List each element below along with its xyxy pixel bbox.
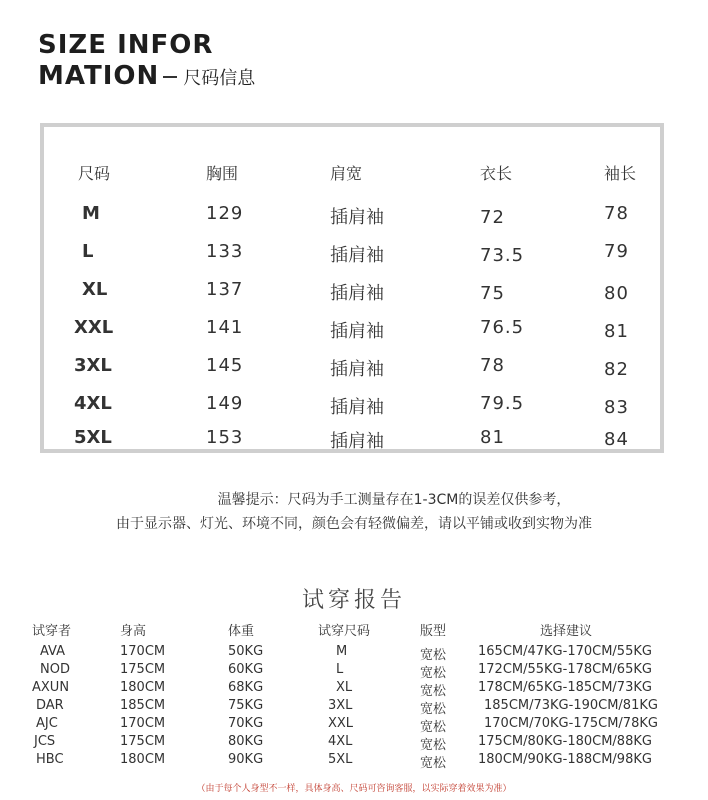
trial-cell-height: 180CM: [120, 752, 166, 767]
trial-cell-height: 180CM: [120, 680, 166, 695]
trial-cell-weight: 68KG: [228, 680, 264, 695]
size-cell-sleeve: 81: [604, 321, 629, 342]
size-table: [40, 123, 664, 453]
trial-cell-suggestion: 185CM/73KG-190CM/81KG: [484, 698, 658, 713]
trial-table-row: [0, 716, 708, 734]
trial-header-suggestion: 选择建议: [540, 624, 593, 639]
size-cell-shoulder: 插肩袖: [330, 321, 384, 342]
size-cell-size: L: [82, 241, 94, 262]
trial-cell-fit: 宽松: [420, 666, 447, 681]
trial-cell-suggestion: 180CM/90KG-188CM/98KG: [478, 752, 652, 767]
trial-cell-weight: 60KG: [228, 662, 264, 677]
trial-cell-suggestion: 165CM/47KG-170CM/55KG: [478, 644, 652, 659]
size-cell-chest: 149: [206, 393, 244, 414]
page-header: [38, 30, 255, 94]
size-cell-chest: 153: [206, 427, 244, 448]
size-cell-size: XL: [82, 279, 108, 300]
size-cell-length: 75: [480, 283, 505, 304]
size-cell-length: 76.5: [480, 317, 525, 338]
size-header-shoulder: 肩宽: [330, 164, 363, 183]
size-cell-sleeve: 79: [604, 241, 629, 262]
title-dash: [163, 76, 177, 78]
trial-cell-size: 4XL: [328, 734, 353, 749]
size-cell-size: 3XL: [74, 355, 112, 376]
size-cell-length: 72: [480, 207, 505, 228]
size-cell-chest: 133: [206, 241, 244, 262]
trial-table-header: [0, 620, 708, 638]
trial-header-tester: 试穿者: [32, 624, 72, 639]
trial-cell-suggestion: 175CM/80KG-180CM/88KG: [478, 734, 652, 749]
size-cell-shoulder: 插肩袖: [330, 245, 384, 266]
trial-cell-suggestion: 178CM/65KG-185CM/73KG: [478, 680, 652, 695]
notice-line-2: 由于显示器、灯光、环境不同，颜色会有轻微偏差，请以平铺或收到实物为准: [116, 516, 592, 532]
trial-cell-fit: 宽松: [420, 738, 447, 753]
trial-footnote: （由于每个人身型不一样，具体身高、尺码可咨询客服，以实际穿着效果为准）: [196, 784, 512, 794]
size-cell-chest: 137: [206, 279, 244, 300]
size-cell-size: 5XL: [74, 427, 112, 448]
size-cell-size: 4XL: [74, 393, 112, 414]
size-table-row: [44, 241, 660, 271]
size-table-row: [44, 355, 660, 385]
size-cell-length: 81: [480, 427, 505, 448]
trial-cell-tester: JCS: [34, 734, 56, 749]
trial-table-row: [0, 698, 708, 716]
trial-cell-size: 5XL: [328, 752, 353, 767]
size-cell-shoulder: 插肩袖: [330, 359, 384, 380]
size-cell-sleeve: 83: [604, 397, 629, 418]
trial-cell-weight: 75KG: [228, 698, 264, 713]
size-table-row: [44, 427, 660, 457]
trial-cell-height: 175CM: [120, 662, 166, 677]
notice-line-1: 温馨提示：尺码为手工测量存在1-3CM的误差仅供参考，: [217, 492, 571, 508]
size-header-sleeve: 袖长: [604, 164, 637, 183]
trial-cell-tester: AJC: [36, 716, 58, 731]
size-cell-chest: 141: [206, 317, 244, 338]
trial-cell-height: 170CM: [120, 644, 166, 659]
trial-cell-tester: AVA: [40, 644, 66, 659]
trial-cell-suggestion: 172CM/55KG-178CM/65KG: [478, 662, 652, 677]
trial-cell-suggestion: 170CM/70KG-175CM/78KG: [484, 716, 658, 731]
trial-table-row: [0, 680, 708, 698]
title-subtitle: 尺码信息: [183, 68, 256, 89]
trial-cell-height: 175CM: [120, 734, 166, 749]
title-line-2: [38, 61, 255, 94]
size-table-row: [44, 393, 660, 423]
trial-table-row: [0, 734, 708, 752]
trial-cell-fit: 宽松: [420, 684, 447, 699]
size-cell-sleeve: 80: [604, 283, 629, 304]
trial-table-row: [0, 662, 708, 680]
size-table-row: [44, 317, 660, 347]
trial-cell-weight: 90KG: [228, 752, 264, 767]
size-cell-length: 73.5: [480, 245, 525, 266]
trial-cell-tester: HBC: [36, 752, 64, 767]
size-cell-length: 78: [480, 355, 505, 376]
size-cell-size: XXL: [74, 317, 114, 338]
size-cell-size: M: [82, 203, 100, 224]
size-cell-sleeve: 84: [604, 429, 629, 450]
trial-cell-size: 3XL: [328, 698, 353, 713]
trial-cell-height: 170CM: [120, 716, 166, 731]
trial-cell-size: M: [336, 644, 348, 659]
size-cell-length: 79.5: [480, 393, 525, 414]
title-text-1: SIZE INFOR: [38, 30, 214, 60]
trial-cell-fit: 宽松: [420, 720, 447, 735]
trial-cell-tester: AXUN: [32, 680, 70, 695]
size-cell-shoulder: 插肩袖: [330, 431, 384, 452]
trial-cell-weight: 50KG: [228, 644, 264, 659]
trial-cell-fit: 宽松: [420, 702, 447, 717]
trial-header-size: 试穿尺码: [318, 624, 371, 639]
trial-header-weight: 体重: [228, 624, 255, 639]
size-cell-shoulder: 插肩袖: [330, 283, 384, 304]
size-cell-sleeve: 78: [604, 203, 629, 224]
trial-cell-size: XXL: [328, 716, 354, 731]
title-line-1: [38, 30, 255, 61]
trial-cell-fit: 宽松: [420, 756, 447, 771]
trial-table-row: [0, 752, 708, 770]
trial-header-fit: 版型: [420, 624, 447, 639]
size-cell-chest: 145: [206, 355, 244, 376]
size-table-row: [44, 203, 660, 233]
trial-cell-tester: NOD: [40, 662, 70, 677]
trial-report-title: 试穿报告: [301, 588, 406, 613]
size-cell-shoulder: 插肩袖: [330, 207, 384, 228]
trial-cell-weight: 80KG: [228, 734, 264, 749]
size-header-chest: 胸围: [206, 164, 239, 183]
trial-cell-fit: 宽松: [420, 648, 447, 663]
trial-cell-size: XL: [336, 680, 353, 695]
size-table-row: [44, 279, 660, 309]
size-cell-chest: 129: [206, 203, 244, 224]
trial-cell-size: L: [336, 662, 344, 677]
size-cell-shoulder: 插肩袖: [330, 397, 384, 418]
size-table-header: [44, 161, 660, 191]
size-header-length: 衣长: [480, 164, 513, 183]
size-header-size: 尺码: [78, 164, 111, 183]
size-cell-sleeve: 82: [604, 359, 629, 380]
trial-header-height: 身高: [120, 624, 147, 639]
trial-cell-tester: DAR: [36, 698, 64, 713]
title-text-2: MATION: [38, 61, 160, 91]
trial-cell-height: 185CM: [120, 698, 166, 713]
trial-cell-weight: 70KG: [228, 716, 264, 731]
trial-table-row: [0, 644, 708, 662]
